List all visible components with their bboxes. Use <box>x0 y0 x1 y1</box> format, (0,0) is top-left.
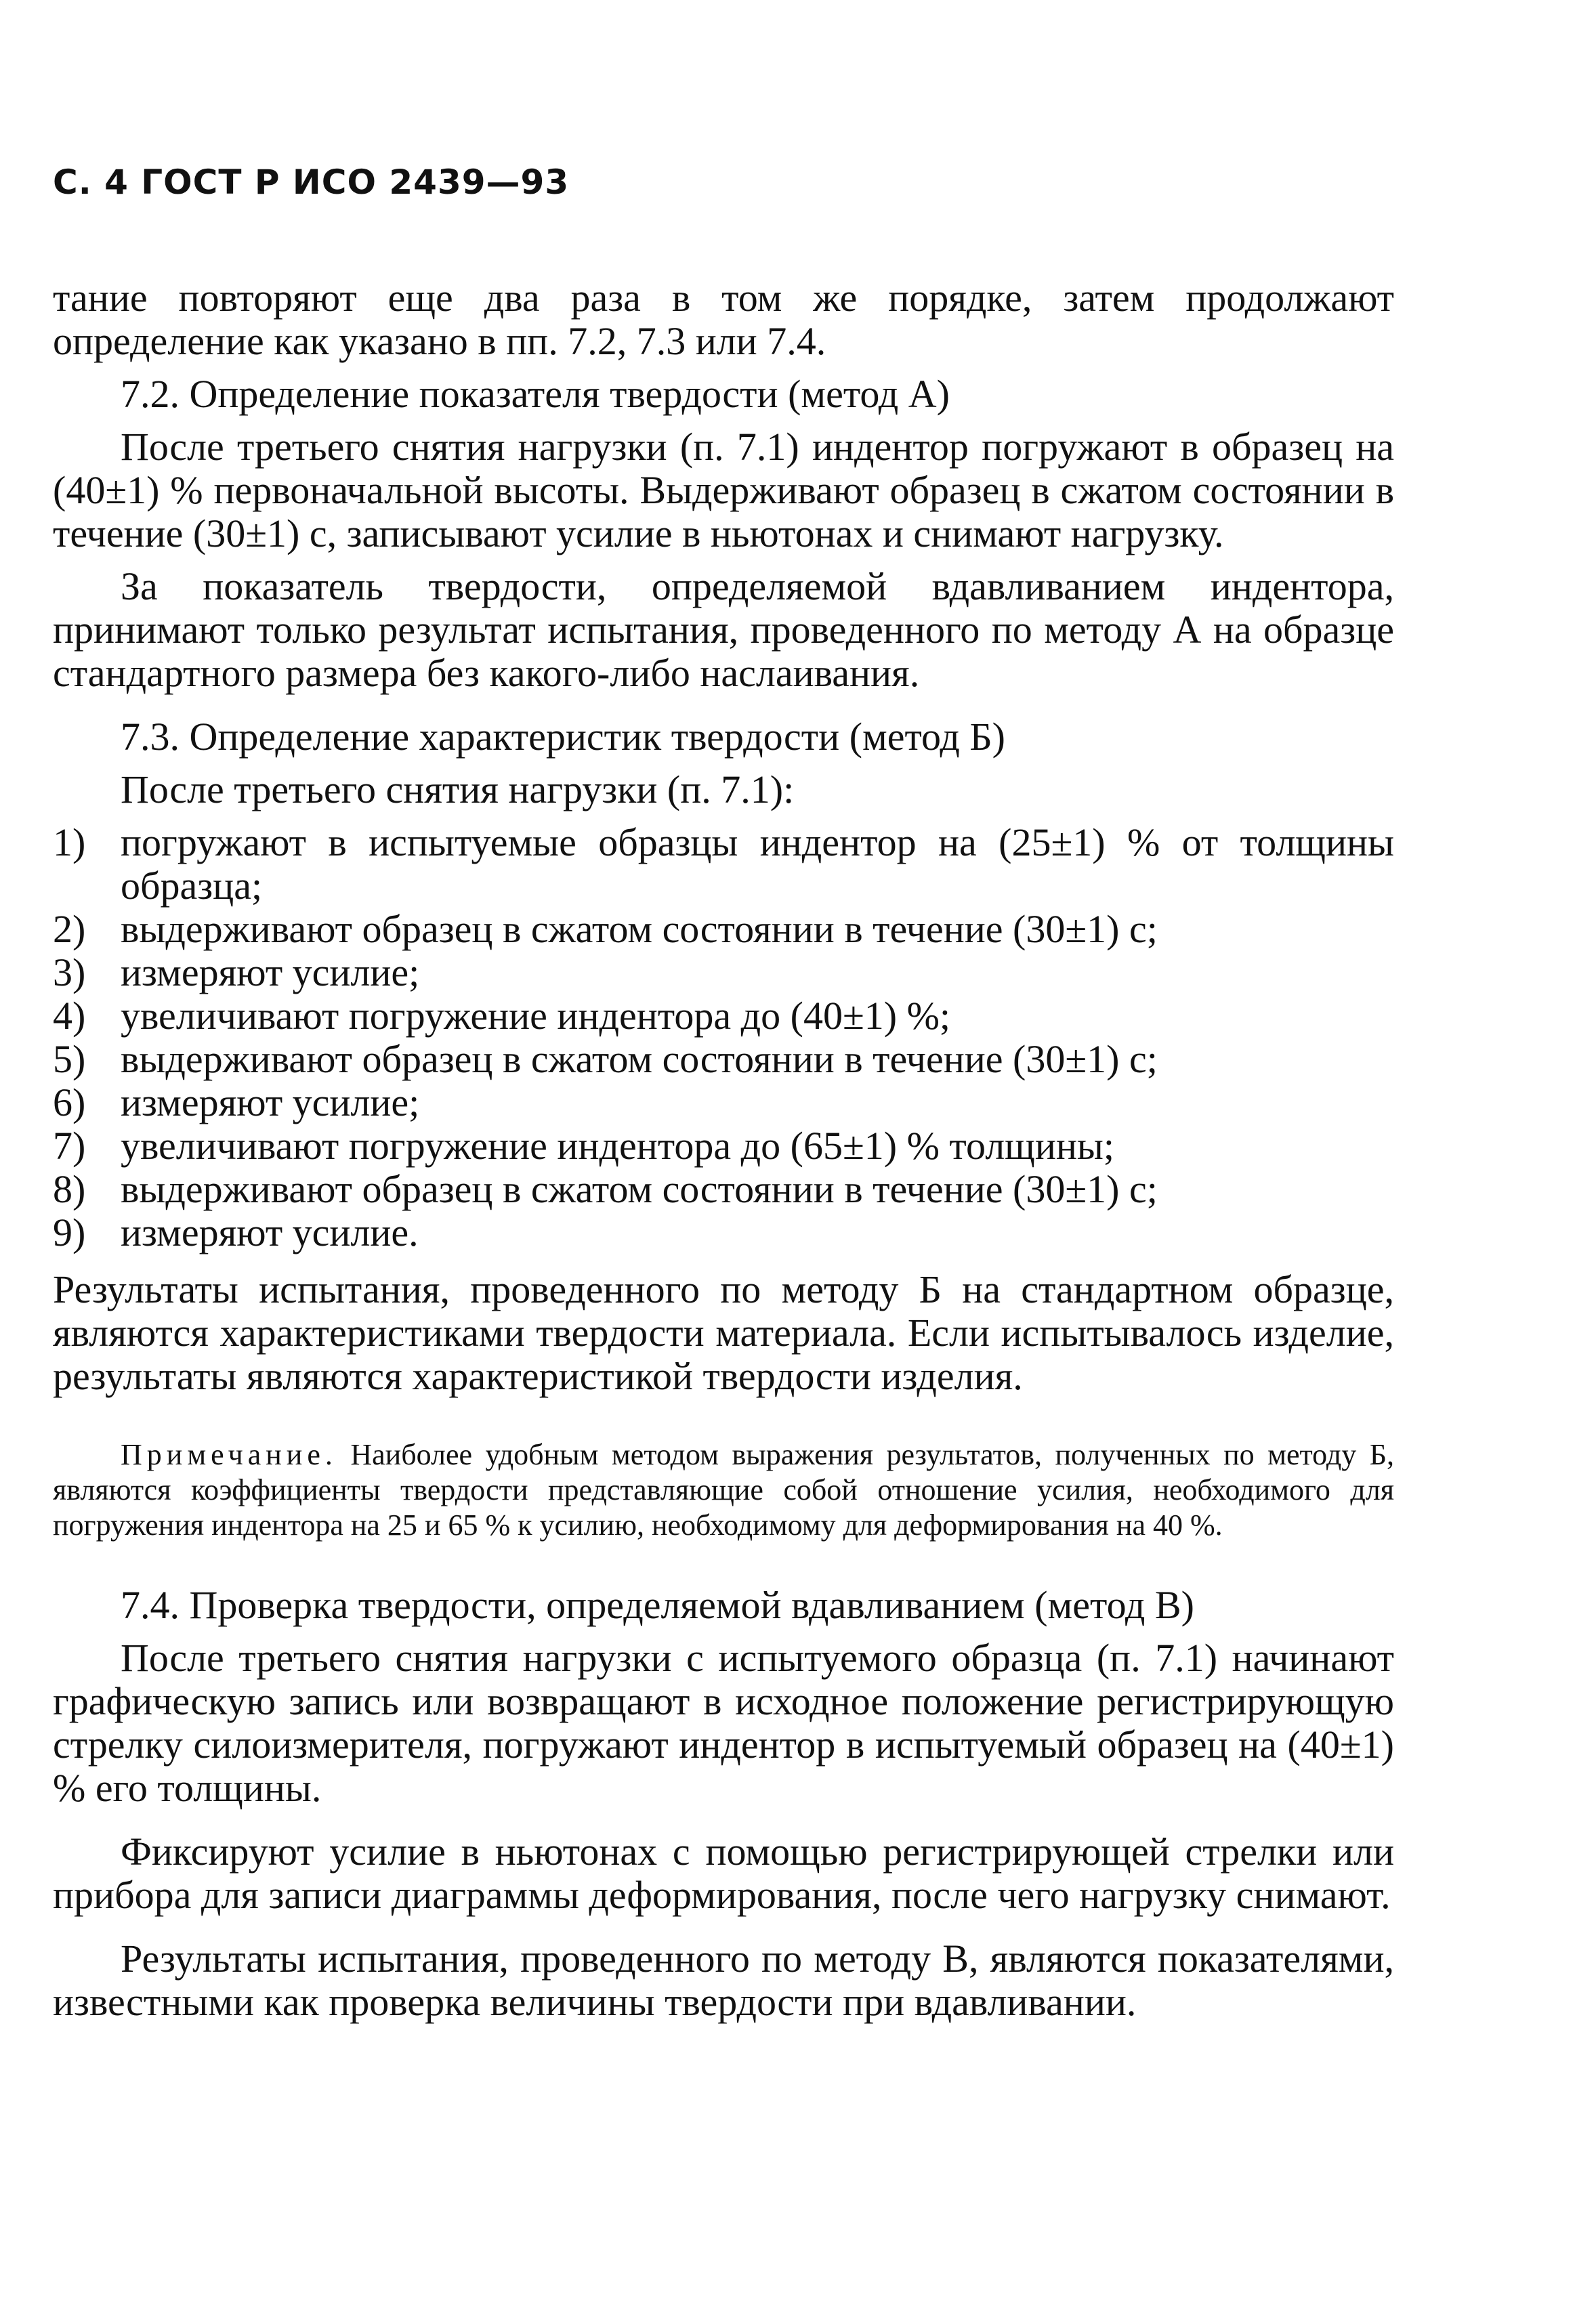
section-7-2-paragraph-1: После третьего снятия нагрузки (п. 7.1) индентор погружают в образец на (40±1) % первоначальной высоты. Выдерживают образец в сжатом состоянии в течение (30±1) с, записывают усилие в ньютонах и снимают нагрузку. <box>53 425 1394 555</box>
list-item-number: 5) <box>53 1037 86 1081</box>
list-item <box>53 908 1394 951</box>
list-item-number: 9) <box>53 1210 86 1254</box>
list-item-text: погружают в испытуемые образцы индентор на (25±1) % от толщины образца; <box>121 820 1394 908</box>
section-7-4-paragraph-3: Результаты испытания, проведенного по методу В, являются показателями, известными как проверка величины твердости при вдавливании. <box>53 1937 1394 2024</box>
list-item-text: измеряют усилие; <box>121 1080 420 1124</box>
list-item-text: увеличивают погружение индентора до (40±1) %; <box>121 994 951 1038</box>
section-7-2-paragraph-2: За показатель твердости, определяемой вдавливанием индентора, принимают только результат испытания, проведенного по методу А на образце стандартного размера без какого-либо наслаивания. <box>53 564 1394 695</box>
list-item <box>53 1038 1394 1081</box>
list-item-text: измеряют усилие; <box>121 950 420 994</box>
section-7-3-steps <box>53 821 1394 1254</box>
paragraph-continuation: тание повторяют еще два раза в том же порядке, затем продолжают определение как указано в пп. 7.2, 7.3 или 7.4. <box>53 276 1394 363</box>
list-item-text: выдерживают образец в сжатом состоянии в течение (30±1) с; <box>121 1167 1158 1211</box>
document-body <box>53 276 1394 2024</box>
list-item <box>53 1081 1394 1124</box>
list-item-text: выдерживают образец в сжатом состоянии в течение (30±1) с; <box>121 907 1158 951</box>
list-item-text: увеличивают погружение индентора до (65±1) % толщины; <box>121 1124 1114 1168</box>
list-item-number: 2) <box>53 907 86 951</box>
page-header: С. 4 ГОСТ Р ИСО 2439—93 <box>53 163 570 202</box>
note-text: Наиболее удобным методом выражения результатов, полученных по методу Б, являются коэффициенты твердости представляющие собой отношение усилия, необходимого для погружения индентора на 25 и 65 % к усилию, необходимому для деформирования на 40 %. <box>53 1438 1394 1542</box>
section-7-2-title: 7.2. Определение показателя твердости (метод А) <box>121 372 950 416</box>
list-item <box>53 1168 1394 1211</box>
note-block <box>53 1437 1394 1543</box>
list-item <box>53 1211 1394 1254</box>
list-item <box>53 951 1394 994</box>
list-item-number: 3) <box>53 950 86 994</box>
section-7-3-intro: После третьего снятия нагрузки (п. 7.1): <box>121 767 795 811</box>
list-item <box>53 821 1394 908</box>
list-item <box>53 994 1394 1038</box>
list-item-number: 4) <box>53 994 86 1038</box>
list-item-text: измеряют усилие. <box>121 1210 419 1254</box>
list-item <box>53 1124 1394 1168</box>
list-item-text: выдерживают образец в сжатом состоянии в течение (30±1) с; <box>121 1037 1158 1081</box>
section-7-4-paragraph-2: Фиксируют усилие в ньютонах с помощью регистрирующей стрелки или прибора для записи диаграммы деформирования, после чего нагрузку снимают. <box>53 1830 1394 1917</box>
document-page <box>53 163 1394 2033</box>
list-item-number: 7) <box>53 1124 86 1168</box>
list-item-number: 1) <box>53 820 86 864</box>
section-7-4-title: 7.4. Проверка твердости, определяемой вдавливанием (метод В) <box>121 1583 1194 1627</box>
section-7-3-result: Результаты испытания, проведенного по методу Б на стандартном образце, являются характеристиками твердости материала. Если испытывалось изделие, результаты являются характеристикой твердости изделия. <box>53 1267 1394 1398</box>
list-item-number: 6) <box>53 1080 86 1124</box>
note-label: Примечание. <box>121 1438 337 1471</box>
section-7-3-title: 7.3. Определение характеристик твердости (метод Б) <box>121 715 1005 759</box>
section-7-4-paragraph-1: После третьего снятия нагрузки с испытуемого образца (п. 7.1) начинают графическую запись или возвращают в исходное положение регистрирующую стрелку силоизмерителя, погружают индентор в испытуемый образец на (40±1) % его толщины. <box>53 1636 1394 1810</box>
list-item-number: 8) <box>53 1167 86 1211</box>
